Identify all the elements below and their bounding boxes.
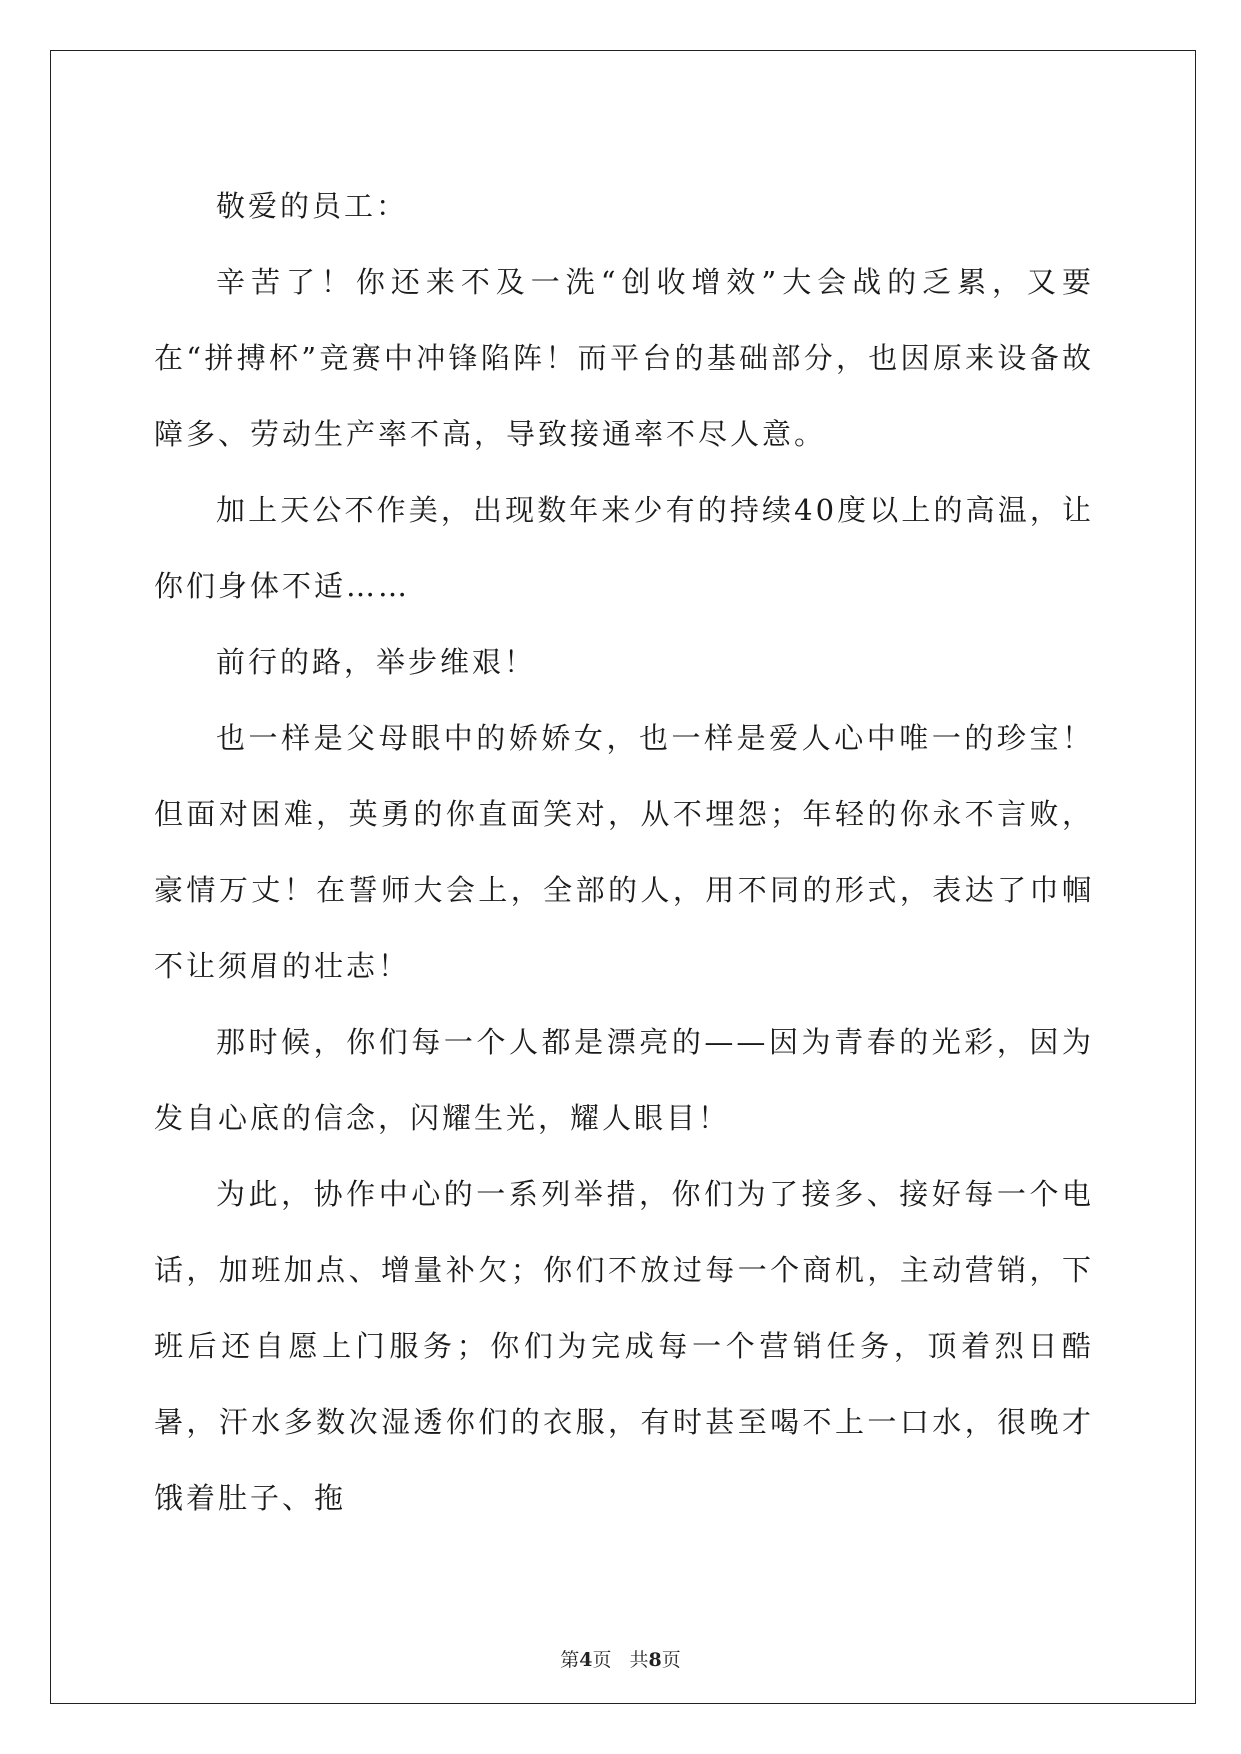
paragraph: 前行的路，举步维艰！ (216, 645, 537, 679)
total-prefix: 共 (629, 1649, 649, 1671)
document-body (154, 168, 1094, 1536)
page-total-number: 8 (648, 1649, 662, 1671)
page-suffix: 页 (592, 1649, 612, 1671)
paragraph: 为此，协作中心的一系列举措，你们为了接多、接好每一个电话，加班加点、增量补欠；你们不放过每一个商机，主动营销，下班后还自愿上门服务；你们为完成每一个营销任务，顶着烈日酷暑，汗水多数次湿透你们的衣服，有时甚至喝不上一口水，很晚才饿着肚子、拖 (154, 1177, 1094, 1515)
page-prefix: 第 (560, 1649, 580, 1671)
paragraph: 那时候，你们每一个人都是漂亮的——因为青春的光彩，因为发自心底的信念，闪耀生光，耀人眼目！ (154, 1025, 1094, 1135)
paragraph: 辛苦了！你还来不及一洗“创收增效”大会战的乏累，又要在“拼搏杯”竞赛中冲锋陷阵！而平台的基础部分，也因原来设备故障多、劳动生产率不高，导致接通率不尽人意。 (154, 265, 1094, 451)
salutation: 敬爱的员工： (216, 189, 409, 223)
page-current-number: 4 (579, 1649, 593, 1671)
paragraph: 加上天公不作美，出现数年来少有的持续40度以上的高温，让你们身体不适…… (154, 493, 1094, 603)
total-suffix: 页 (661, 1649, 681, 1671)
page-footer (0, 1645, 1241, 1672)
paragraph: 也一样是父母眼中的娇娇女，也一样是爱人心中唯一的珍宝！但面对困难，英勇的你直面笑对，从不埋怨；年轻的你永不言败，豪情万丈！在誓师大会上，全部的人，用不同的形式，表达了巾帼不让须眉的壮志！ (154, 721, 1094, 983)
